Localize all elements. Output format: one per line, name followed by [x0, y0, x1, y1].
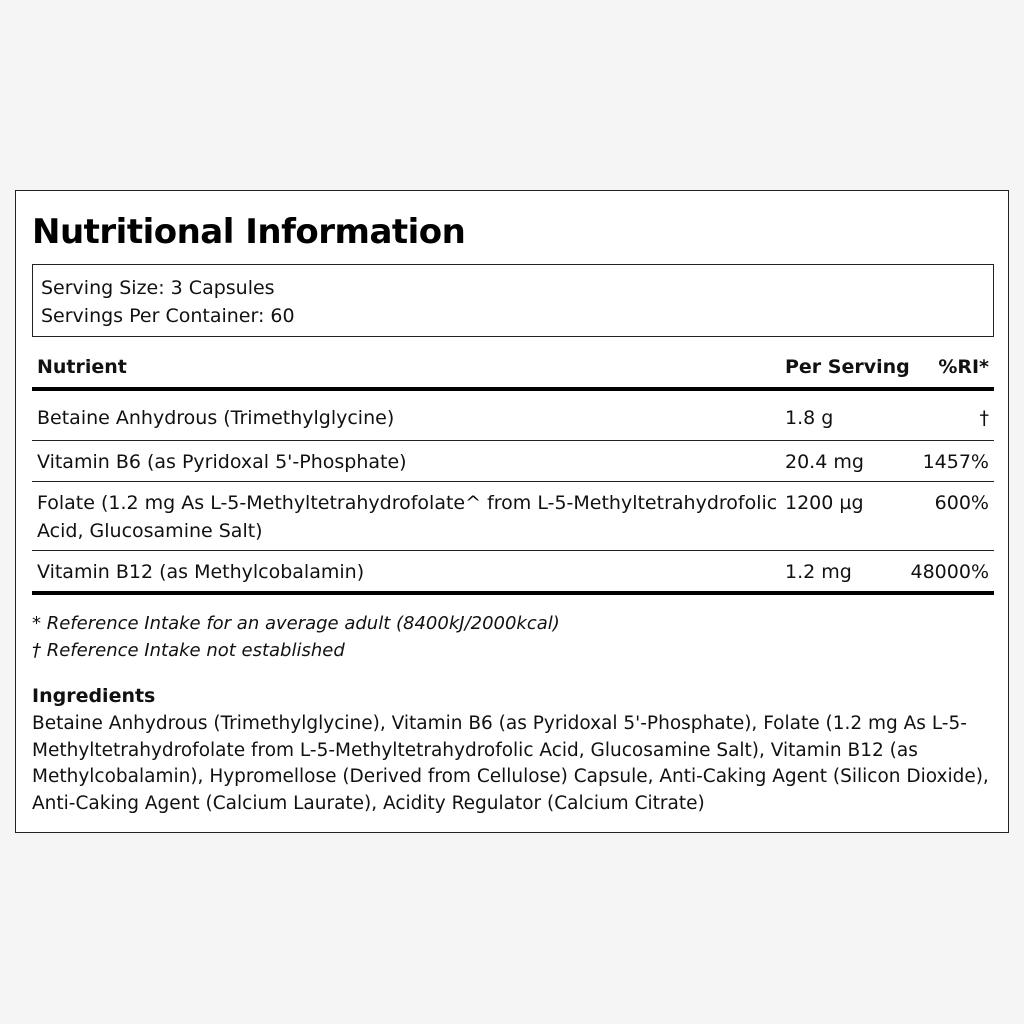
ri-footnote: * Reference Intake for an average adult (8400kJ/2000kcal): [32, 613, 560, 634]
nutrient-name: Betaine Anhydrous (Trimethylglycine): [37, 407, 395, 429]
serving-size: Serving Size: 3 Capsules: [41, 277, 275, 299]
per-serving-value: 1200 µg: [785, 492, 864, 514]
header-per-serving: Per Serving: [785, 356, 910, 378]
per-serving-value: 20.4 mg: [785, 451, 864, 473]
table-row: [32, 551, 994, 595]
ingredients-heading: Ingredients: [32, 685, 156, 707]
serving-info-box: [32, 264, 994, 337]
table-row: [32, 482, 994, 551]
header-nutrient: Nutrient: [37, 356, 127, 378]
ri-value: 600%: [934, 492, 989, 514]
table-header: [32, 351, 994, 391]
nutrient-name: Folate (1.2 mg As L-5-Methyltetrahydrofolate^ from L-5-Methyltetrahydrofolic Acid, Glucosamine Salt): [37, 492, 778, 542]
ri-value: 1457%: [922, 451, 989, 473]
header-ri: %RI*: [938, 356, 989, 378]
footnotes: [32, 610, 560, 664]
ri-value: †: [979, 407, 989, 429]
panel-title: Nutritional Information: [32, 212, 466, 252]
table-row: [32, 441, 994, 482]
per-serving-value: 1.8 g: [785, 407, 834, 429]
servings-per-container: Servings Per Container: 60: [41, 305, 295, 327]
nutrition-panel: [15, 190, 1009, 833]
nutrient-name: Vitamin B12 (as Methylcobalamin): [37, 561, 365, 583]
nutrient-table: [32, 351, 994, 595]
table-row: [32, 391, 994, 441]
nutrient-name: Vitamin B6 (as Pyridoxal 5'-Phosphate): [37, 451, 407, 473]
dagger-footnote: † Reference Intake not established: [32, 640, 345, 661]
per-serving-value: 1.2 mg: [785, 561, 852, 583]
ingredients-text: Betaine Anhydrous (Trimethylglycine), Vitamin B6 (as Pyridoxal 5'-Phosphate), Folate (1.2 mg As L-5-Methyltetrahydrofolate from L-5-Methyltetrahydrofolic Acid, Glucosamine Salt), Vitamin B12 (as Methylcobalamin), Hypromellose (Derived from Cellulose) Capsule, Anti-Caking Agent (Silicon Dioxide), Anti-Caking Agent (Calcium Laurate), Acidity Regulator (Calcium Citrate): [32, 713, 989, 814]
ri-value: 48000%: [910, 561, 989, 583]
